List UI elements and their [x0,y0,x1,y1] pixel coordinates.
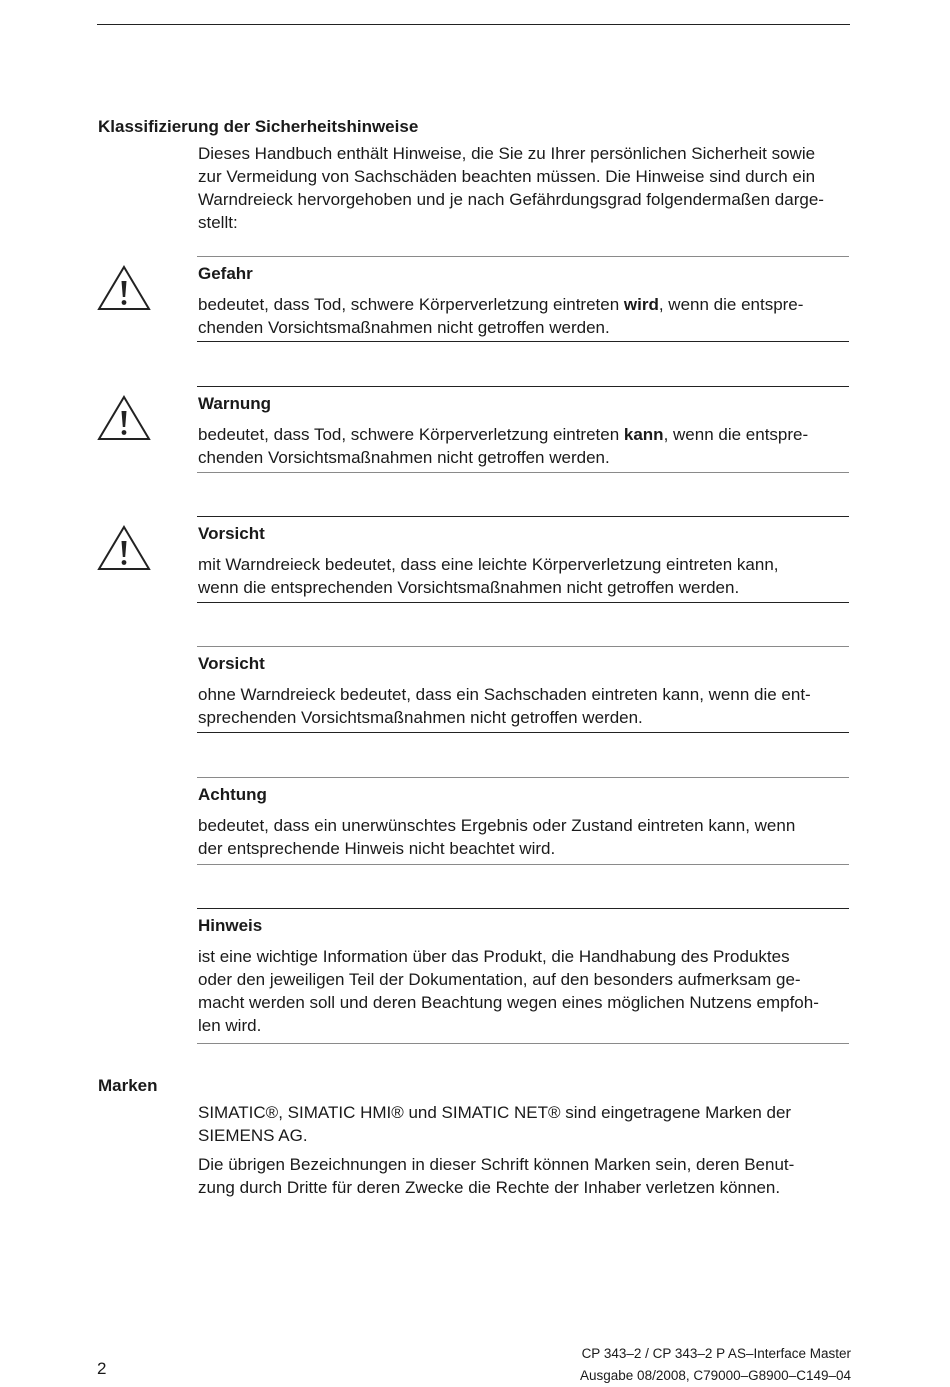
notice-top-rule [197,777,849,778]
notice-bottom-rule [197,864,849,865]
notice-top-rule [197,908,849,909]
footer-edition: Ausgabe 08/2008, C79000–G8900–C149–04 [580,1368,851,1383]
notice-bottom-rule [197,1043,849,1044]
intro-paragraph: Dieses Handbuch enthält Hinweise, die Sie zu Ihrer persönlichen Sicherheit sowie zur Vermeidung von Sachschäden beachten müssen. Die Hinweise sind durch ein Warndreieck hervorgehoben und je nach Gefährdungsgrad folgendermaßen darge- stellt: [198,144,824,232]
warning-triangle-icon [96,394,152,442]
notice-bottom-rule [197,341,849,342]
page-number: 2 [97,1359,107,1378]
notice-top-rule [197,386,849,387]
notice-text: mit Warndreieck bedeutet, dass eine leichte Körperverletzung eintreten kann, wenn die entsprechenden Vorsichtsmaßnahmen nicht getroffen werden. [198,555,779,597]
marken-paragraph-2: Die übrigen Bezeichnungen in dieser Schrift können Marken sein, deren Benut- zung durch Dritte für deren Zwecke die Rechte der Inhaber verletzen können. [198,1155,795,1197]
notice-text-part: , wenn die entspre- chenden Vorsichtsmaßnahmen nicht getroffen werden. [198,425,809,467]
notice-title: Achtung [198,785,267,804]
notice-title: Vorsicht [198,524,265,543]
top-rule [97,24,850,25]
notice-text-emphasis: kann [623,425,664,444]
notice-title: Hinweis [198,916,263,935]
notice-text: ohne Warndreieck bedeutet, dass ein Sachschaden eintreten kann, wenn die ent- sprechenden Vorsichtsmaßnahmen nicht getroffen werden. [198,685,811,727]
notice-bottom-rule [197,732,849,733]
notice-text: ist eine wichtige Information über das Produkt, die Handhabung des Produktes oder den jeweiligen Teil der Dokumentation, auf den besonders aufmerksam ge- macht werden soll und deren Beachtung wegen eines möglichen Nutzens empfoh- len wird. [198,947,819,1035]
warning-triangle-icon [96,524,152,572]
notice-top-rule [197,646,849,647]
notice-top-rule [197,256,849,257]
marken-paragraph-1: SIMATIC®, SIMATIC HMI® und SIMATIC NET® sind eingetragene Marken der SIEMENS AG. [198,1103,792,1145]
notice-top-rule [197,516,849,517]
notice-bottom-rule [197,602,849,603]
notice-text: bedeutet, dass ein unerwünschtes Ergebnis oder Zustand eintreten kann, wenn der entsprechende Hinweis nicht beachtet wird. [198,816,796,858]
footer-product: CP 343–2 / CP 343–2 P AS–Interface Master [581,1346,851,1361]
section-heading-klassifizierung: Klassifizierung der Sicherheitshinweise [98,117,419,136]
notice-text-part: bedeutet, dass Tod, schwere Körperverletzung eintreten [198,295,624,314]
warning-triangle-icon [96,264,152,312]
notice-text [198,293,850,339]
notice-title: Warnung [198,394,272,413]
section-heading-marken: Marken [98,1076,158,1095]
notice-title: Gefahr [198,264,253,283]
notice-text [198,423,850,469]
notice-text-part: , wenn die entspre- chenden Vorsichtsmaßnahmen nicht getroffen werden. [198,295,804,337]
notice-text-emphasis: wird [623,295,659,314]
notice-text-part: bedeutet, dass Tod, schwere Körperverletzung eintreten [198,425,624,444]
notice-bottom-rule [197,472,849,473]
notice-title: Vorsicht [198,654,265,673]
